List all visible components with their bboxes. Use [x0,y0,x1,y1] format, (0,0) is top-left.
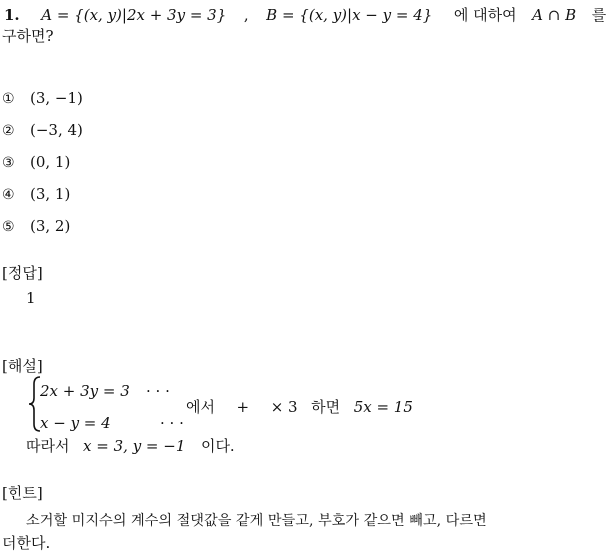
option-4 [2,183,70,206]
option-value: (0, 1) [30,153,71,171]
equation-2: x − y = 4 [40,414,111,432]
hint-line-2: 더한다. [2,534,51,552]
option-mark: ⑤ [2,219,15,235]
operation-line [186,396,413,418]
plus-sign: + [236,398,250,416]
question-text-end: 를 [591,6,606,24]
conclusion-math: x = 3, y = −1 [83,437,186,455]
comma: , [243,6,249,24]
question-line-1 [4,4,606,26]
option-2 [2,119,83,142]
conclusion-text: 따라서 [26,437,70,455]
equation-1: 2x + 3y = 3 [40,382,130,400]
conclusion-text-end: 이다. [200,437,235,455]
result-equation: 5x = 15 [353,398,413,416]
answer-heading: [정답] [2,264,43,282]
set-a: A = {(x, y)|2x + 3y = 3} [41,6,227,24]
conclusion-line [26,435,235,457]
equation-1-dots: · · · [146,382,170,400]
option-mark: ③ [2,155,15,171]
operation-text: 에서 [186,398,215,416]
operation-text-2: 하면 [311,398,341,416]
hint-heading: [힌트] [2,484,43,502]
multiplier: × 3 [270,398,298,416]
question-number: 1. [4,6,20,24]
set-b: B = {(x, y)|x − y = 4} [266,6,433,24]
answer-value: 1 [26,289,36,307]
equation-2-dots: · · · [160,414,184,432]
option-1 [2,87,83,110]
question-line-2: 구하면? [2,27,54,45]
hint-line-1: 소거할 미지수의 계수의 절댓값을 같게 만들고, 부호가 같으면 빼고, 다르면 [26,513,487,529]
option-mark: ④ [2,187,15,203]
option-mark: ② [2,123,15,139]
option-3 [2,151,70,174]
question-text: 에 대하여 [453,6,517,24]
option-5 [2,215,70,238]
option-value: (3, 1) [30,185,71,203]
option-value: (3, −1) [30,89,83,107]
target-set: A ∩ B [532,6,577,24]
option-mark: ① [2,91,15,107]
explanation-heading: [해설] [2,357,43,375]
option-value: (3, 2) [30,217,71,235]
option-value: (−3, 4) [30,121,83,139]
